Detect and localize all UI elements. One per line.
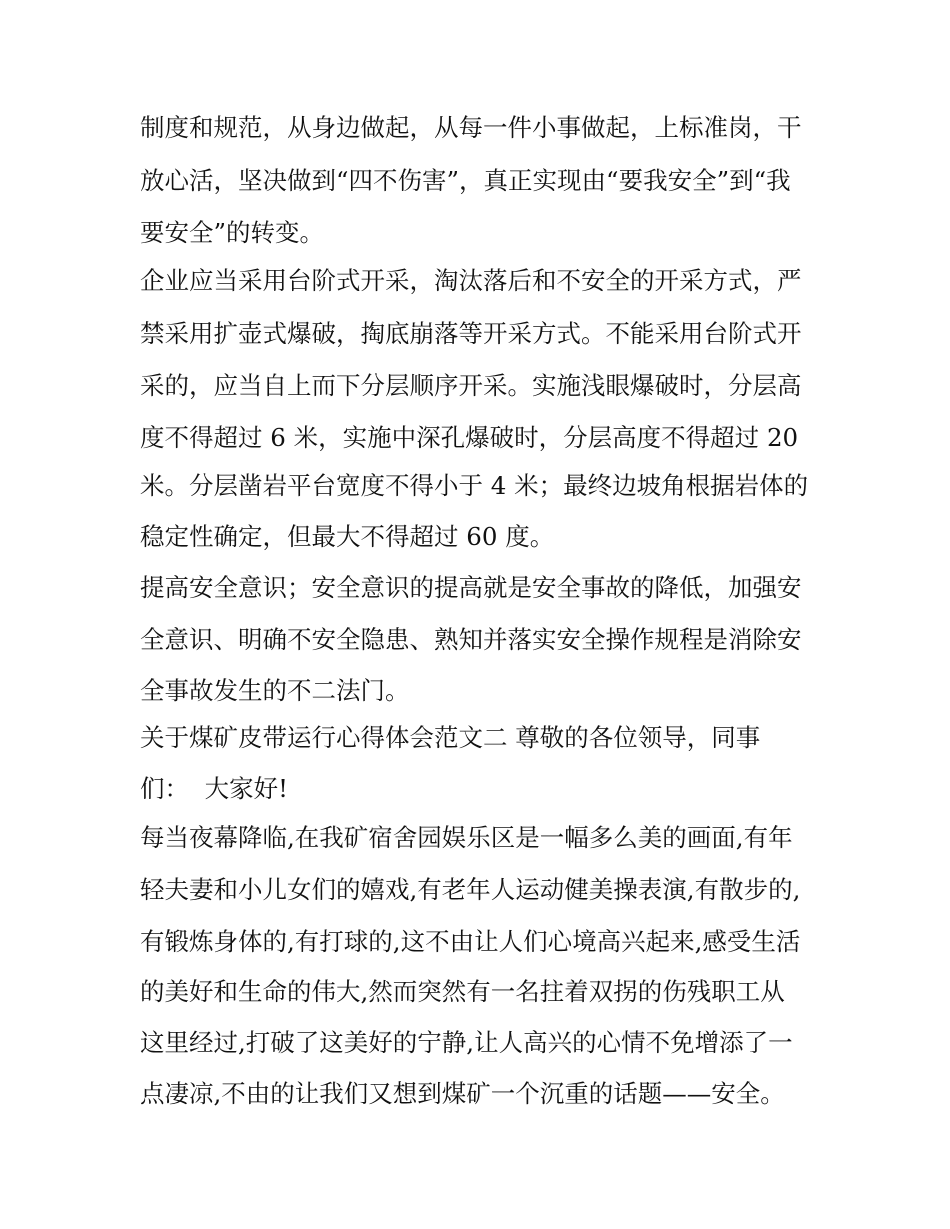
text-line: 度不得超过 6 米，实施中深孔爆破时，分层高度不得超过 20 xyxy=(140,423,799,452)
text-line: 放心活，坚决做到“四不伤害”，真正实现由“要我安全”到“我 xyxy=(140,166,791,195)
text-line: 有锻炼身体的,有打球的,这不由让人们心境高兴起来,感受生活 xyxy=(140,927,801,956)
text-line: 们： 大家好! xyxy=(140,774,288,803)
text-line: 关于煤矿皮带运行心得体会范文二 尊敬的各位领导，同事 xyxy=(140,723,761,752)
text-line: 全意识、明确不安全隐患、熟知并落实安全操作规程是消除安 xyxy=(140,625,802,654)
text-line: 全事故发生的不二法门。 xyxy=(140,676,410,705)
text-line: 的美好和生命的伟大,然而突然有一名拄着双拐的伤残职工从 xyxy=(140,977,785,1006)
text-line: 提高安全意识；安全意识的提高就是安全事故的降低，加强安 xyxy=(140,573,802,602)
text-line: 制度和规范，从身边做起，从每一件小事做起，上标准岗，干 xyxy=(140,113,802,142)
text-line: 企业应当采用台阶式开采，淘汰落后和不安全的开采方式，严 xyxy=(140,266,802,295)
text-line: 采的，应当自上而下分层顺序开采。实施浅眼爆破时，分层高 xyxy=(140,371,802,400)
text-line: 要安全”的转变。 xyxy=(140,218,325,247)
text-line: 点凄凉,不由的让我们又想到煤矿一个沉重的话题——安全。 xyxy=(140,1079,785,1108)
text-line: 每当夜幕降临,在我矿宿舍园娱乐区是一幅多么美的画面,有年 xyxy=(140,823,793,852)
text-line: 禁采用扩壶式爆破，掏底崩落等开采方式。不能采用台阶式开 xyxy=(140,319,802,348)
text-line: 轻夫妻和小儿女们的嬉戏,有老年人运动健美操表演,有散步的, xyxy=(140,875,801,904)
text-line: 米。分层凿岩平台宽度不得小于 4 米；最终边坡角根据岩体的 xyxy=(140,471,809,500)
text-line: 稳定性确定，但最大不得超过 60 度。 xyxy=(140,522,555,551)
text-line: 这里经过,打破了这美好的宁静,让人高兴的心情不免增添了一 xyxy=(140,1028,793,1057)
